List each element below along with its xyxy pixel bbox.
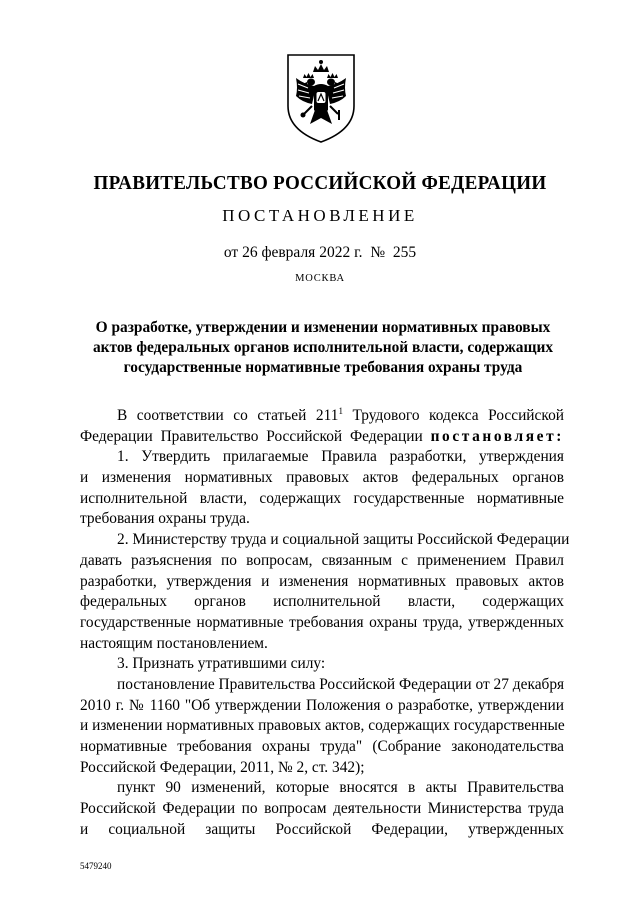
number-sign: № bbox=[370, 244, 386, 261]
title-line: государственные нормативные требования охраны труда bbox=[123, 359, 523, 376]
body-line: 2. Министерству труда и социальной защиты Российской Федерации bbox=[117, 531, 570, 549]
decree-date: от 26 февраля 2022 г. bbox=[223, 244, 363, 261]
body-line bbox=[80, 406, 564, 427]
intro-line-2: Федерации Правительство Российской Федерации bbox=[80, 427, 423, 445]
body-line: давать разъяснения по вопросам, связанным с применением Правил bbox=[80, 551, 564, 569]
decree-number: 255 bbox=[392, 244, 417, 261]
body-line: 2010 г. № 1160 "Об утверждении Положения о разработке, утверждении bbox=[80, 696, 564, 714]
decree-date-number bbox=[0, 244, 640, 262]
document-type: ПОСТАНОВЛЕНИЕ bbox=[222, 206, 418, 225]
body-line: и изменении нормативных правовых актов, содержащих государственные bbox=[80, 717, 565, 735]
body-line: государственные нормативные требования охраны труда, утвержденных bbox=[80, 613, 564, 631]
decree-body bbox=[80, 406, 570, 840]
body-line: настоящим постановлением. bbox=[80, 634, 268, 652]
body-line: постановление Правительства Российской Федерации от 27 декабря bbox=[117, 675, 565, 693]
intro-text-cont: Трудового кодекса Российской bbox=[342, 407, 565, 424]
body-line bbox=[80, 427, 564, 448]
title-line: О разработке, утверждении и изменении нормативных правовых bbox=[95, 319, 551, 336]
city: МОСКВА bbox=[295, 273, 345, 284]
government-name: ПРАВИТЕЛЬСТВО РОССИЙСКОЙ ФЕДЕРАЦИИ bbox=[93, 172, 547, 194]
body-line: Российской Федерации, 2011, № 2, ст. 342); bbox=[80, 758, 365, 776]
coat-of-arms-icon bbox=[284, 52, 358, 144]
body-line: нормативные требования охраны труда" (Собрание законодательства bbox=[80, 738, 564, 755]
document-code: 5479240 bbox=[80, 861, 112, 871]
body-line: 1. Утвердить прилагаемые Правила разработки, утверждения bbox=[117, 448, 564, 466]
body-line: требования охраны труда. bbox=[80, 510, 250, 528]
title-line: актов федеральных органов исполнительной власти, содержащих bbox=[92, 339, 554, 356]
body-line: и социальной защиты Российской Федерации, утвержденных bbox=[80, 820, 564, 838]
body-line: разработки, утверждения и изменения нормативных правовых актов bbox=[80, 572, 564, 590]
body-line: исполнительной власти, содержащих государственные нормативные bbox=[80, 489, 564, 507]
intro-text: В соответствии со статьей 211 bbox=[117, 407, 339, 424]
body-line: 3. Признать утратившими силу: bbox=[117, 655, 326, 673]
body-line: Российской Федерации по вопросам деятельности Министерства труда bbox=[80, 800, 564, 818]
body-line: пункт 90 изменений, которые вносятся в акты Правительства bbox=[117, 779, 564, 797]
resolves-word: постановляет: bbox=[430, 427, 564, 445]
body-line: федеральных органов исполнительной власти, содержащих bbox=[80, 593, 564, 611]
decree-title bbox=[88, 318, 558, 378]
article-superscript: 1 bbox=[338, 406, 343, 416]
body-line: и изменения нормативных правовых актов федеральных органов bbox=[80, 469, 564, 487]
